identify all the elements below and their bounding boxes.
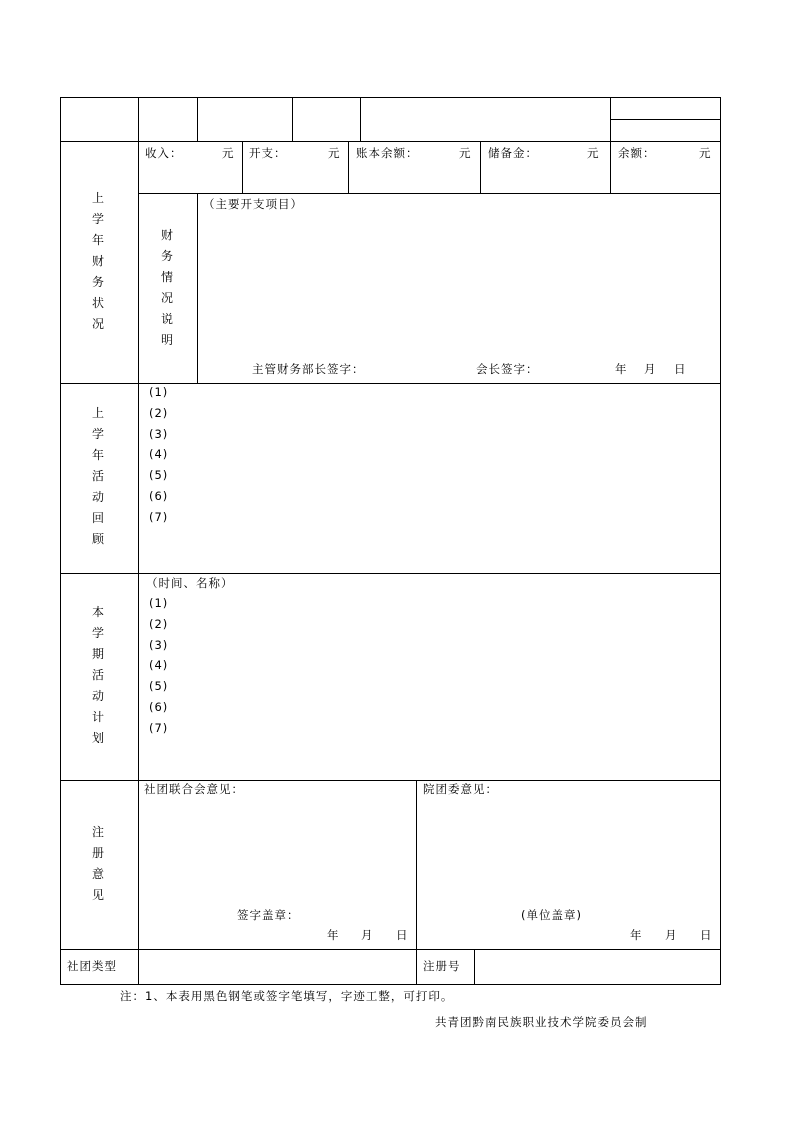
list-item: (1) (149, 385, 169, 399)
finance-col-2 (242, 141, 243, 193)
review-section-label: 上 学 年 活 动 回 顾 (91, 406, 104, 546)
label-column-line (138, 97, 139, 985)
list-item: (3) (149, 637, 169, 652)
row-divider-5 (60, 780, 721, 781)
list-item: (4) (149, 658, 169, 673)
federation-opinion-label: 社团联合会意见： (144, 782, 244, 796)
list-item: (7) (149, 509, 169, 524)
finance-month-label: 月 (644, 362, 657, 376)
book-balance-unit: 元 (459, 146, 472, 160)
header-col-3 (292, 97, 293, 141)
row-divider-6 (60, 949, 721, 950)
finance-year-label: 年 (615, 362, 628, 376)
list-item: (6) (149, 699, 169, 714)
club-type-label: 社团类型 (67, 959, 117, 973)
header-col-5 (610, 97, 611, 141)
income-unit: 元 (222, 146, 235, 160)
list-item: (7) (149, 720, 169, 735)
federation-day-label: 日 (396, 928, 409, 942)
committee-day-label: 日 (700, 928, 713, 942)
finance-desc-label: 财 务 情 况 说 明 (160, 228, 173, 347)
president-signature-label: 会长签字： (476, 362, 539, 376)
balance-unit: 元 (699, 146, 712, 160)
plan-hint: （时间、名称） (146, 576, 234, 590)
desc-label-column-line (197, 193, 198, 383)
federation-month-label: 月 (361, 928, 374, 942)
finance-col-4 (480, 141, 481, 193)
reserve-unit: 元 (587, 146, 600, 160)
row-divider-4 (60, 573, 721, 574)
list-item: (3) (149, 426, 169, 441)
list-item: (2) (149, 405, 169, 420)
book-balance-label: 账本余额： (356, 146, 419, 160)
finance-col-5 (610, 141, 611, 193)
header-col-4 (360, 97, 361, 141)
header-subline (610, 119, 721, 120)
committee-month-label: 月 (665, 928, 678, 942)
plan-items-list (149, 593, 168, 739)
table-top-border (60, 97, 721, 98)
finance-day-label: 日 (674, 362, 687, 376)
list-item: (4) (149, 447, 169, 462)
reserve-label: 储备金： (488, 146, 538, 160)
registration-number-label: 注册号 (423, 959, 461, 973)
list-item: (1) (149, 596, 169, 610)
list-item: (6) (149, 488, 169, 503)
table-left-border (60, 97, 61, 985)
expense-label: 开支： (249, 146, 287, 160)
finance-section-label: 上 学 年 财 务 状 况 (91, 191, 104, 331)
unit-seal-label: (单位盖章) (521, 908, 582, 922)
list-item: (2) (149, 616, 169, 631)
expense-unit: 元 (328, 146, 341, 160)
signature-seal-label: 签字盖章： (237, 908, 300, 922)
finance-col-3 (348, 141, 349, 193)
committee-opinion-label: 院团委意见： (423, 782, 498, 796)
header-col-2 (197, 97, 198, 141)
committee-year-label: 年 (630, 928, 643, 942)
table-bottom-border (60, 984, 721, 985)
table-right-border (720, 97, 721, 985)
registration-section-label: 注 册 意 见 (91, 825, 104, 902)
federation-year-label: 年 (327, 928, 340, 942)
row-divider-2 (138, 193, 721, 194)
balance-label: 余额： (618, 146, 656, 160)
finance-head-signature-label: 主管财务部长签字： (252, 362, 365, 376)
income-label: 收入： (145, 146, 183, 160)
review-items-list (149, 382, 168, 528)
opinion-divider (416, 780, 417, 985)
reg-no-divider (474, 949, 475, 985)
finance-desc-hint: （主要开支项目） (203, 197, 303, 211)
row-divider-1 (60, 141, 721, 142)
form-note: 注：1、本表用黑色钢笔或签字笔填写，字迹工整，可打印。 (120, 989, 454, 1003)
issuer-label: 共青团黔南民族职业技术学院委员会制 (435, 1015, 648, 1029)
list-item: (5) (149, 679, 169, 694)
list-item: (5) (149, 468, 169, 483)
plan-section-label: 本 学 期 活 动 计 划 (91, 605, 104, 745)
